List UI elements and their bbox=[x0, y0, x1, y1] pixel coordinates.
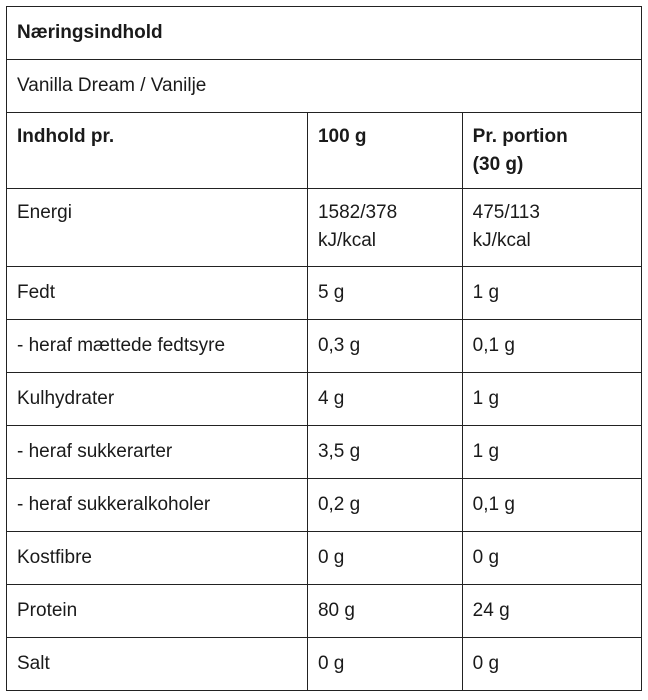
value-per-portion: 0,1 g bbox=[462, 479, 641, 532]
title-row bbox=[7, 7, 642, 60]
nutrient-name: Fedt bbox=[7, 267, 308, 320]
table-row bbox=[7, 373, 642, 426]
table-row bbox=[7, 585, 642, 638]
nutrient-name: Energi bbox=[7, 189, 308, 267]
value-per-portion: 0,1 g bbox=[462, 320, 641, 373]
value-per-portion: 1 g bbox=[462, 267, 641, 320]
header-portion-size: (30 g) bbox=[472, 154, 524, 175]
value-per-100g: 0,3 g bbox=[307, 320, 462, 373]
table-row-energy bbox=[7, 189, 642, 267]
table-row bbox=[7, 638, 642, 691]
product-name: Vanilla Dream / Vanilje bbox=[7, 60, 642, 113]
header-row bbox=[7, 113, 642, 189]
value-per-100g: 80 g bbox=[307, 585, 462, 638]
table-title: Næringsindhold bbox=[7, 7, 642, 60]
value-per-100g: 4 g bbox=[307, 373, 462, 426]
nutrient-name: Kostfibre bbox=[7, 532, 308, 585]
energy-per-portion-value: 475/113 bbox=[472, 202, 540, 223]
energy-per-100g-value: 1582/378 bbox=[317, 202, 398, 223]
product-row bbox=[7, 60, 642, 113]
value-per-100g: 0 g bbox=[307, 532, 462, 585]
table-row bbox=[7, 532, 642, 585]
table-row bbox=[7, 320, 642, 373]
nutrient-name: Kulhydrater bbox=[7, 373, 308, 426]
value-per-100g: 0 g bbox=[307, 638, 462, 691]
value-per-100g: 3,5 g bbox=[307, 426, 462, 479]
nutrient-name: - heraf sukkerarter bbox=[7, 426, 308, 479]
nutrition-table bbox=[6, 6, 642, 691]
energy-per-portion bbox=[462, 189, 641, 267]
header-content-per: Indhold pr. bbox=[7, 113, 308, 189]
value-per-portion: 0 g bbox=[462, 638, 641, 691]
nutrient-name: - heraf sukkeralkoholer bbox=[7, 479, 308, 532]
energy-per-portion-unit: kJ/kcal bbox=[472, 230, 531, 251]
table-row bbox=[7, 267, 642, 320]
header-per-100g: 100 g bbox=[307, 113, 462, 189]
value-per-100g: 5 g bbox=[307, 267, 462, 320]
value-per-portion: 1 g bbox=[462, 426, 641, 479]
header-per-portion-label: Pr. portion bbox=[472, 126, 568, 147]
value-per-100g: 0,2 g bbox=[307, 479, 462, 532]
header-per-portion bbox=[462, 113, 641, 189]
value-per-portion: 0 g bbox=[462, 532, 641, 585]
nutrient-name: Salt bbox=[7, 638, 308, 691]
value-per-portion: 24 g bbox=[462, 585, 641, 638]
value-per-portion: 1 g bbox=[462, 373, 641, 426]
nutrient-name: - heraf mættede fedtsyre bbox=[7, 320, 308, 373]
table-row bbox=[7, 426, 642, 479]
energy-per-100g-unit: kJ/kcal bbox=[317, 230, 377, 251]
nutrient-name: Protein bbox=[7, 585, 308, 638]
energy-per-100g bbox=[307, 189, 462, 267]
table-row bbox=[7, 479, 642, 532]
